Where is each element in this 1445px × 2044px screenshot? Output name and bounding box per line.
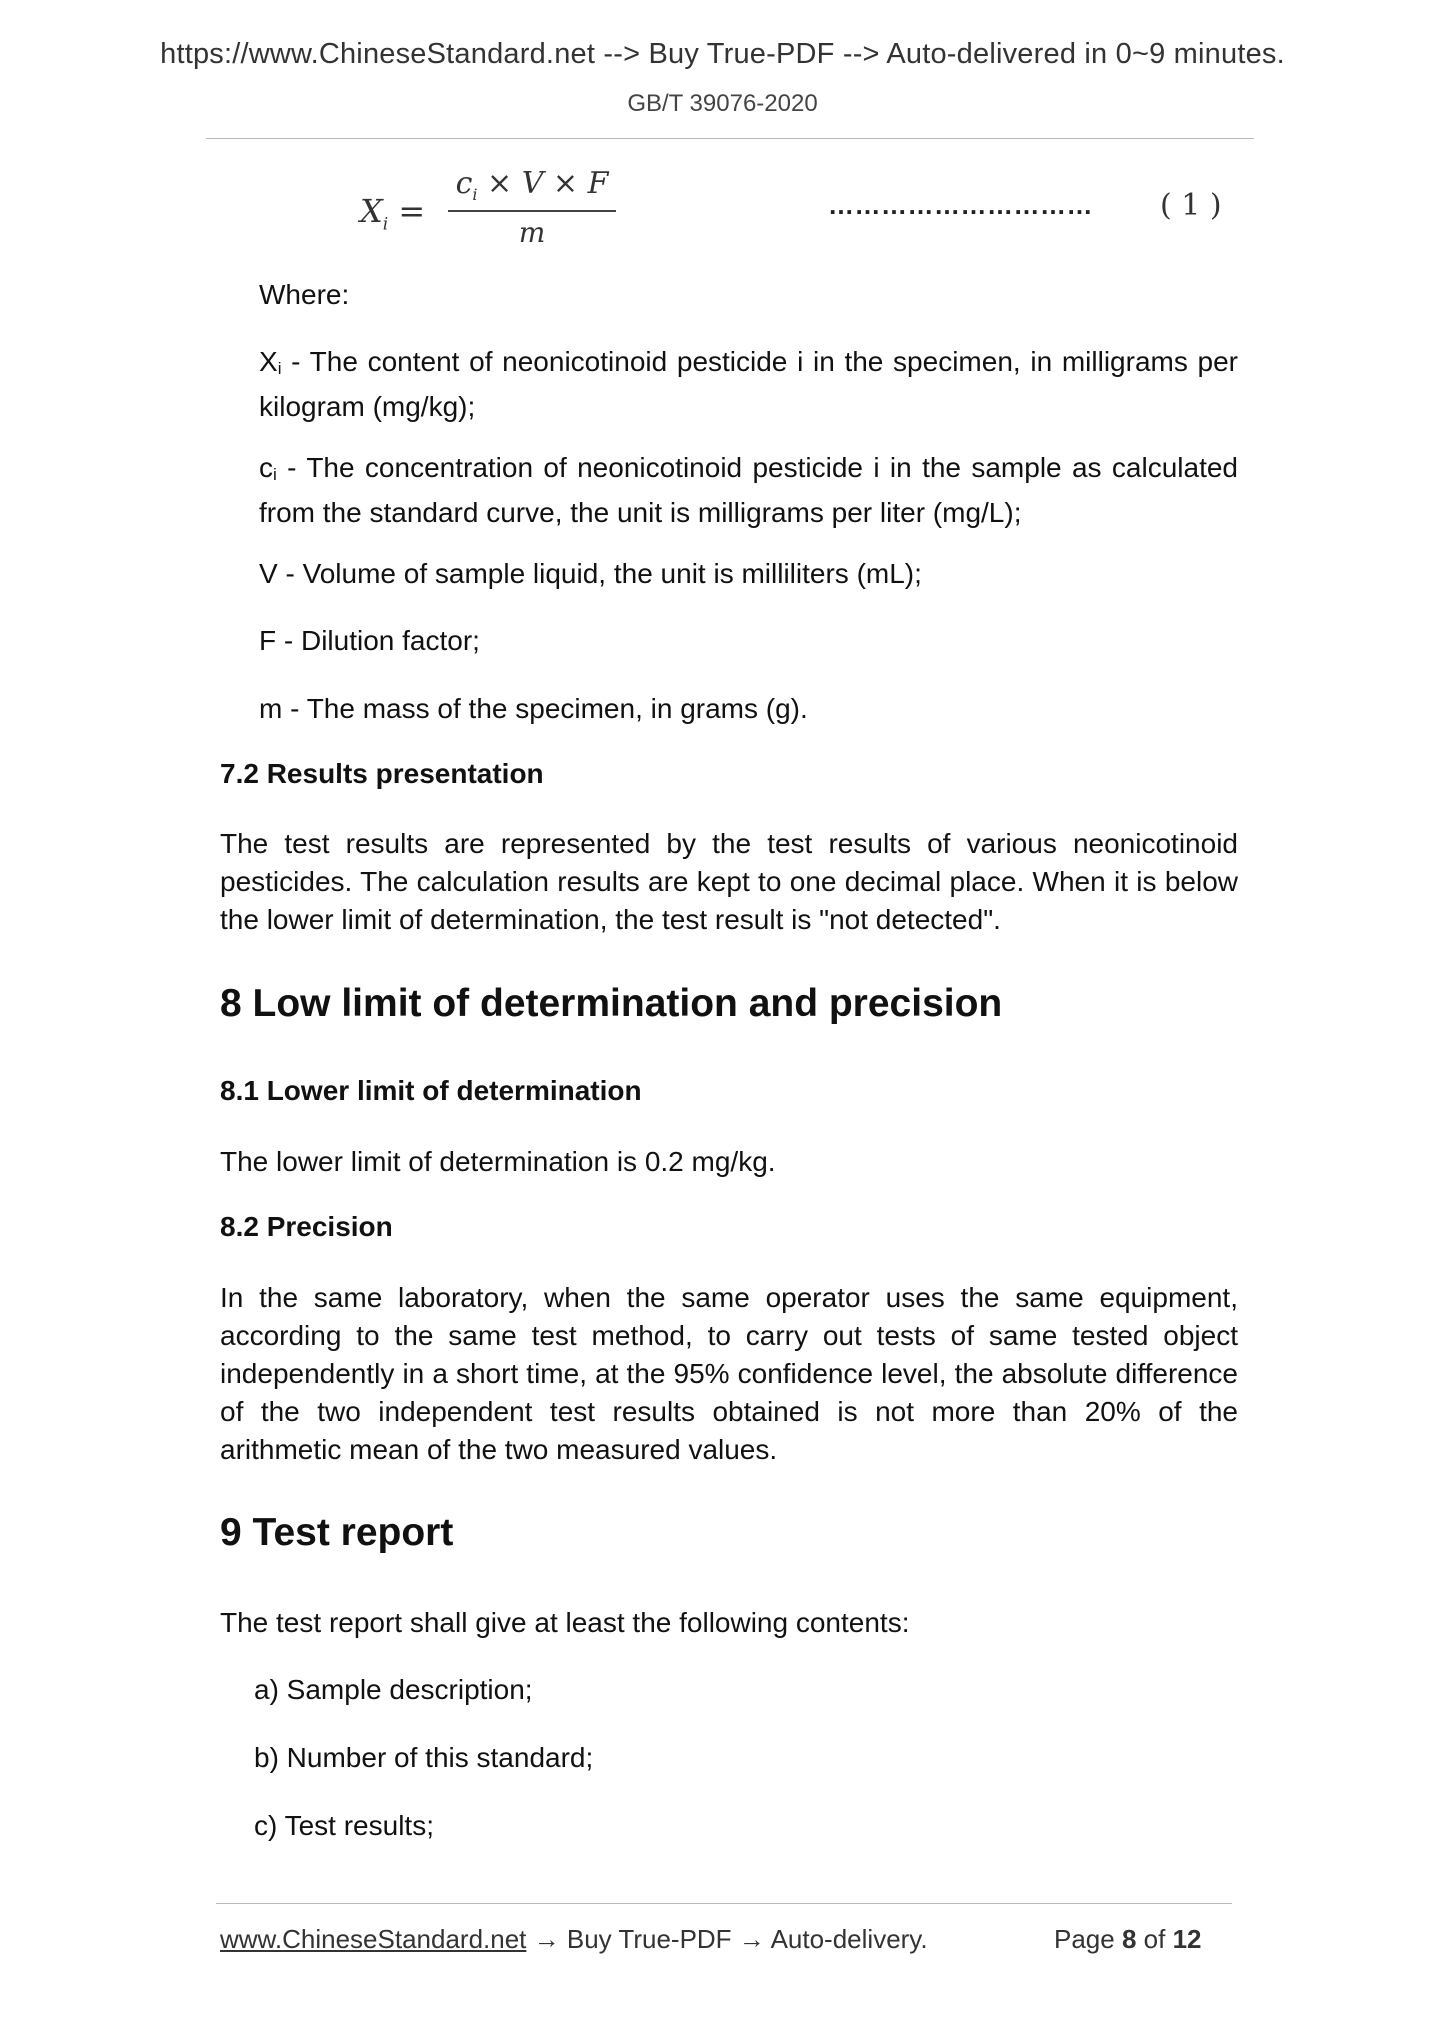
def-subscript: i <box>277 359 282 378</box>
def-text: - The content of neonicotinoid pesticide i in the specimen, in milligrams per kilogram (mg/kg); <box>259 346 1238 422</box>
section-8-2-heading: 8.2 Precision <box>220 1211 393 1242</box>
def-text: - The mass of the specimen, in grams (g). <box>282 693 808 724</box>
section-9-intro: The test report shall give at least the following contents: <box>220 1607 910 1638</box>
section-7-2-heading: 7.2 Results presentation <box>220 758 544 789</box>
def-symbol: m <box>259 693 283 724</box>
page-number: 8 <box>1121 1924 1137 1954</box>
equation-numerator <box>448 166 616 204</box>
def-subscript: i <box>273 465 277 484</box>
equation-1 <box>360 166 1240 258</box>
equation-lhs <box>360 192 425 234</box>
section-8-2-body: In the same laboratory, when the same operator uses the same equipment, according to the same test method, to carry out tests of same tested object independently in a short time, at the 95% confidence level, the absolute difference of the two independent test results obtained is not more than 20% of the arithmetic mean of the two measured values. <box>220 1282 1238 1465</box>
def-text: - Volume of sample liquid, the unit is milliliters (mL); <box>277 558 922 589</box>
def-symbol: c <box>259 452 273 483</box>
list-item: c) Test results; <box>254 1810 434 1841</box>
equation-number: ( 1 ) <box>1160 188 1222 223</box>
def-symbol: V <box>259 558 278 589</box>
page-indicator <box>1054 1924 1202 1955</box>
list-item: b) Number of this standard; <box>254 1742 594 1773</box>
def-symbol: X <box>259 346 278 377</box>
definition-f <box>259 622 1238 660</box>
section-9-heading: 9 Test report <box>220 1511 454 1554</box>
leader-dots: ………………………… <box>828 190 1093 220</box>
definition-ci <box>259 449 1238 532</box>
symbol-c-subscript: i <box>472 185 478 204</box>
equation-denominator: m <box>518 216 546 249</box>
footer-promo <box>220 1924 928 1955</box>
footer-promo-text: → Buy True-PDF → Auto-delivery. <box>526 1924 928 1954</box>
definition-xi <box>259 343 1238 426</box>
where-label: Where: <box>259 279 350 310</box>
list-item: a) Sample description; <box>254 1674 533 1705</box>
header-banner: https://www.ChineseStandard.net --> Buy True-PDF --> Auto-delivered in 0~9 minutes. <box>160 38 1285 70</box>
fraction-bar <box>448 210 616 212</box>
footer-divider <box>216 1903 1232 1904</box>
def-text: - The concentration of neonicotinoid pesticide i in the sample as calculated from the standard curve, the unit is milligrams per liter (mg/L); <box>259 452 1238 528</box>
page-total: 12 <box>1172 1924 1202 1954</box>
document-number: GB/T 39076-2020 <box>627 90 818 117</box>
of-word: of <box>1143 1924 1166 1954</box>
symbol-x: X <box>360 192 383 230</box>
definition-m <box>259 690 1238 728</box>
section-7-2-body: The test results are represented by the test results of various neonicotinoid pesticides. The calculation results are kept to one decimal place. When it is below the lower limit of determination, the test result is "not detected". <box>220 828 1238 935</box>
symbol-c: c <box>455 166 473 201</box>
section-8-heading: 8 Low limit of determination and precision <box>220 982 1003 1025</box>
def-text: - Dilution factor; <box>276 625 480 656</box>
footer-link[interactable]: www.ChineseStandard.net <box>220 1924 527 1954</box>
symbol-x-subscript: i <box>382 214 389 235</box>
section-8-1-body: The lower limit of determination is 0.2 mg/kg. <box>220 1146 776 1177</box>
section-8-1-heading: 8.1 Lower limit of determination <box>220 1075 642 1106</box>
header-divider <box>206 138 1254 139</box>
equals-sign: = <box>398 192 426 230</box>
numerator-terms: × V × F <box>477 166 609 201</box>
page-word: Page <box>1054 1924 1115 1954</box>
definition-v <box>259 555 1238 593</box>
def-symbol: F <box>259 625 277 656</box>
